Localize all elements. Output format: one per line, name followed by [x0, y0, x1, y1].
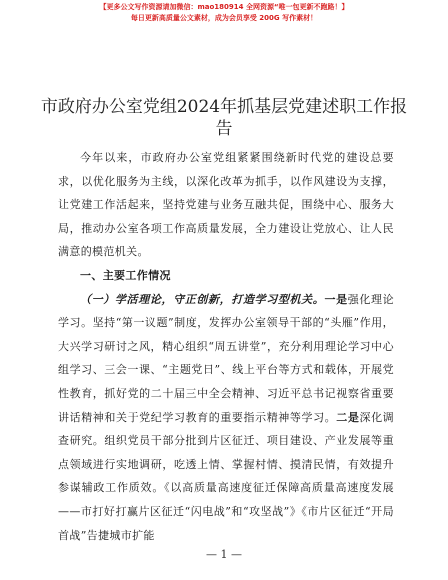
intro-paragraph: 今年以来，市政府办公室党组紧紧围绕新时代党的建设总要求，以优化服务为主线，以深化改革为抓手，以作风建设为支撑，让党建工作活起来，坚持党建与业务互融共促，围绕中心、服务大局，推动办公室各项工作高质量发展，全力建设让党放心、让人民满意的模范机关。 — [58, 151, 394, 259]
point-text-1: 强化理论学习。坚持“第一议题”制度，发挥办公室领导干部的“头雁”作用，大兴学习研讨之风，精心组织“周五讲堂”，充分利用理论学习中心组学习、三会一课、“主题党日”、线上平台等方式和载体，开展党性教育，抓好党的二十届三中全会精神、习近平总书记视察省重要讲话精神和关于党纪学习教育的重要指示精神等学习。 — [58, 292, 394, 424]
document-body — [58, 146, 394, 547]
subsection-heading: （一）学活理论，守正创新，打造学习型机关。 — [80, 292, 325, 306]
promo-line-2: 每日更新高质量公文素材，成为会员享受 200G 写作素材！ — [130, 14, 318, 22]
subsection-paragraph — [58, 288, 394, 548]
section-heading: 一、主要工作情况 — [80, 268, 171, 282]
point-lead-2: 二是 — [336, 410, 360, 424]
page-number: — 1 — — [206, 548, 242, 561]
point-lead-1: 一是 — [324, 292, 348, 306]
promo-line-1: 【更多公文写作资源请加微信：mao180914 全网资源“唯一包更新不跑路！】 — [99, 3, 349, 11]
point-text-2: 深化调查研究。组织党员干部分批到片区征迁、项目建设、产业发展等重点领域进行实地调研，吃透上情、掌握村情、摸清民情，有效提升参谋辅政工作质效。《以高质量高速度征迁保障高质量高速度发展——市打好打赢片区征迁“闪电战”和“攻坚战”》《市片区征迁“开局首战”告捷城市扩能 — [58, 410, 395, 542]
promo-banner — [0, 2, 448, 24]
document-title: 市政府办公室党组2024年抓基层党建述职工作报告 — [40, 97, 408, 139]
